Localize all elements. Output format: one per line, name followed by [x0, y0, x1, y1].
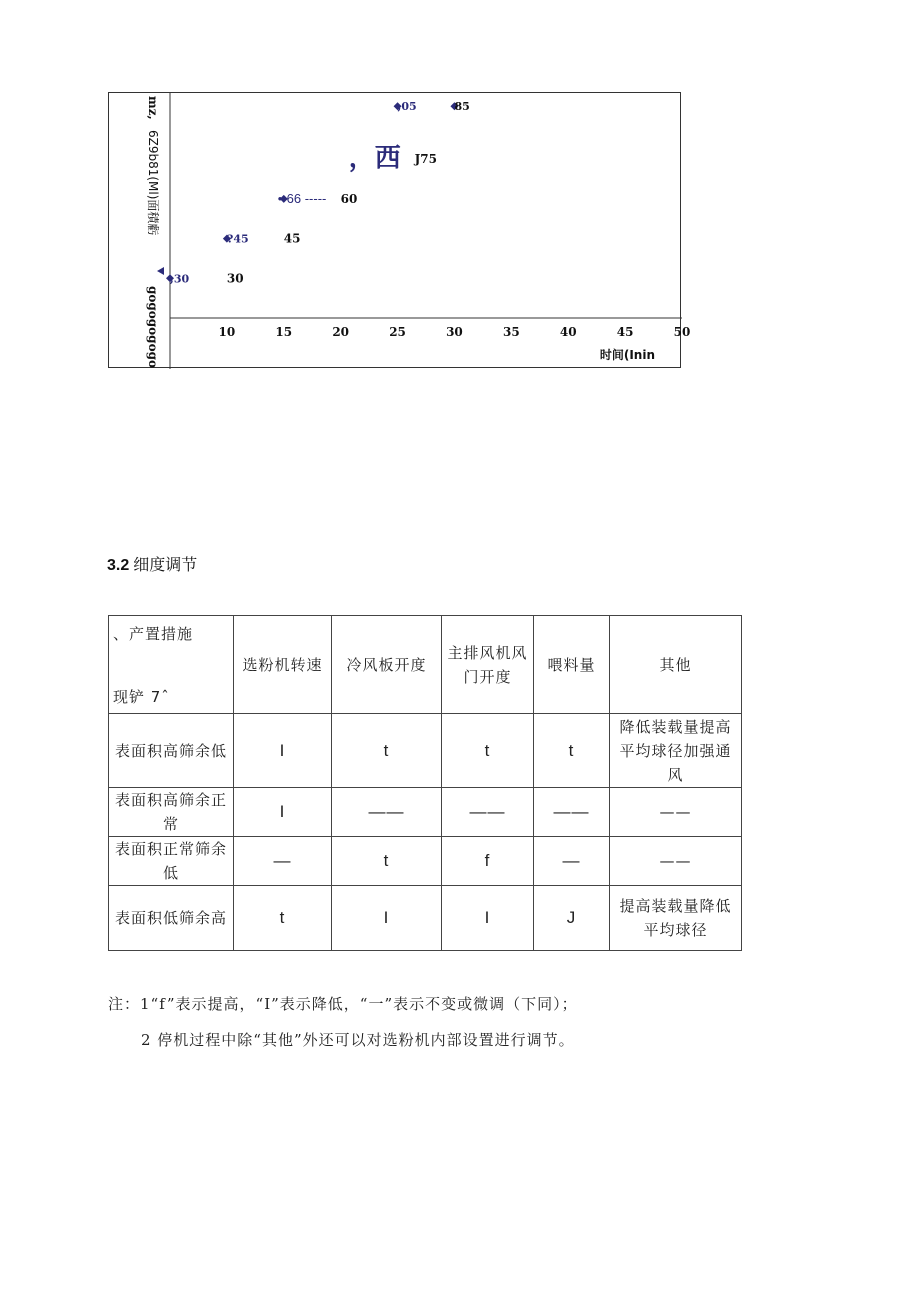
data-point-label: 85	[454, 100, 470, 114]
section-number: 3.2	[107, 557, 130, 574]
table-cell: t	[442, 714, 534, 788]
scatter-chart	[109, 93, 691, 369]
corner-bottom-label: 现铲 7ˆ	[113, 688, 170, 706]
table-row	[109, 788, 742, 837]
y-label-fragment-3: gogogogogo	[146, 286, 160, 368]
chart-frame	[108, 92, 691, 368]
header-cell: 选粉机转速	[234, 616, 332, 714]
table-cell: I	[442, 886, 534, 951]
table-cell: ——	[610, 837, 742, 886]
row-label: 表面积高筛余低	[109, 714, 234, 788]
table-cell: 降低装载量提高平均球径加强通风	[610, 714, 742, 788]
chart-annotation: J75	[414, 152, 438, 167]
table-cell: I	[332, 886, 442, 951]
table-cell: f	[442, 837, 534, 886]
x-tick-label: 50	[673, 325, 691, 339]
note-line-1: 注：1“f”表示提高，“I”表示降低，“一”表示不变或微调（下同）；	[108, 995, 578, 1013]
section-title: 细度调节	[133, 555, 198, 574]
table-cell: ——	[332, 788, 442, 837]
chart-annotations	[227, 144, 437, 286]
data-point-label: •-66 -----	[277, 190, 327, 206]
chart-annotation: 30	[226, 271, 244, 286]
note-line-2: 2 停机过程中除“其他”外还可以对选粉机内部设置进行调节。	[141, 1031, 575, 1049]
data-point-label: ,05	[397, 100, 417, 114]
row-label: 表面积高筛余正常	[109, 788, 234, 837]
chart-annotation: ，西	[348, 143, 401, 174]
adjustment-table	[108, 615, 742, 951]
y-label-fragment-1: mz,	[146, 96, 160, 120]
header-cell: 其他	[610, 616, 742, 714]
chart-annotation: 60	[340, 191, 358, 206]
header-cell: 喂料量	[534, 616, 610, 714]
y-label-fragment-2: 6Z9b81(Ml)面積虧	[146, 130, 160, 236]
table-cell: t	[332, 837, 442, 886]
table-cell: I	[234, 714, 332, 788]
x-tick-label: 10	[218, 325, 236, 339]
header-cell: 冷风板开度	[332, 616, 442, 714]
x-tick-label: 45	[616, 325, 634, 339]
x-tick-labels	[219, 325, 691, 339]
section-heading	[107, 552, 197, 575]
table-cell: ——	[610, 788, 742, 837]
x-tick-label: 35	[502, 325, 520, 339]
table-cell: 提高装载量降低平均球径	[610, 886, 742, 951]
row-label: 表面积正常筛余低	[109, 837, 234, 886]
header-cell: 主排风机风门开度	[442, 616, 534, 714]
table-cell: t	[332, 714, 442, 788]
x-tick-label: 15	[275, 325, 293, 339]
data-points	[166, 100, 470, 285]
table-cell: J	[534, 886, 610, 951]
x-tick-label: 20	[332, 325, 350, 339]
table-row	[109, 886, 742, 951]
table-row	[109, 837, 742, 886]
corner-top-label: 、产置措施	[113, 625, 194, 643]
table-cell: ——	[442, 788, 534, 837]
table-cell: —	[534, 837, 610, 886]
table-cell: ——	[534, 788, 610, 837]
x-tick-label: 40	[559, 325, 577, 339]
table-cell: I	[234, 788, 332, 837]
table-cell: t	[234, 886, 332, 951]
x-tick-label: 30	[446, 325, 463, 339]
x-axis-title: 时间(Inin	[599, 348, 655, 362]
chart-annotation: 45	[283, 231, 301, 246]
x-tick-label: 25	[389, 325, 406, 339]
table-header-row	[109, 616, 742, 714]
row-label: 表面积低筛余高	[109, 886, 234, 951]
table-row	[109, 714, 742, 788]
table-corner-cell	[109, 616, 234, 714]
table-cell: t	[534, 714, 610, 788]
table-cell: —	[234, 837, 332, 886]
data-point-label: ?45	[226, 232, 249, 246]
data-point-label: ,30	[170, 272, 190, 286]
y-axis-title	[125, 92, 165, 367]
